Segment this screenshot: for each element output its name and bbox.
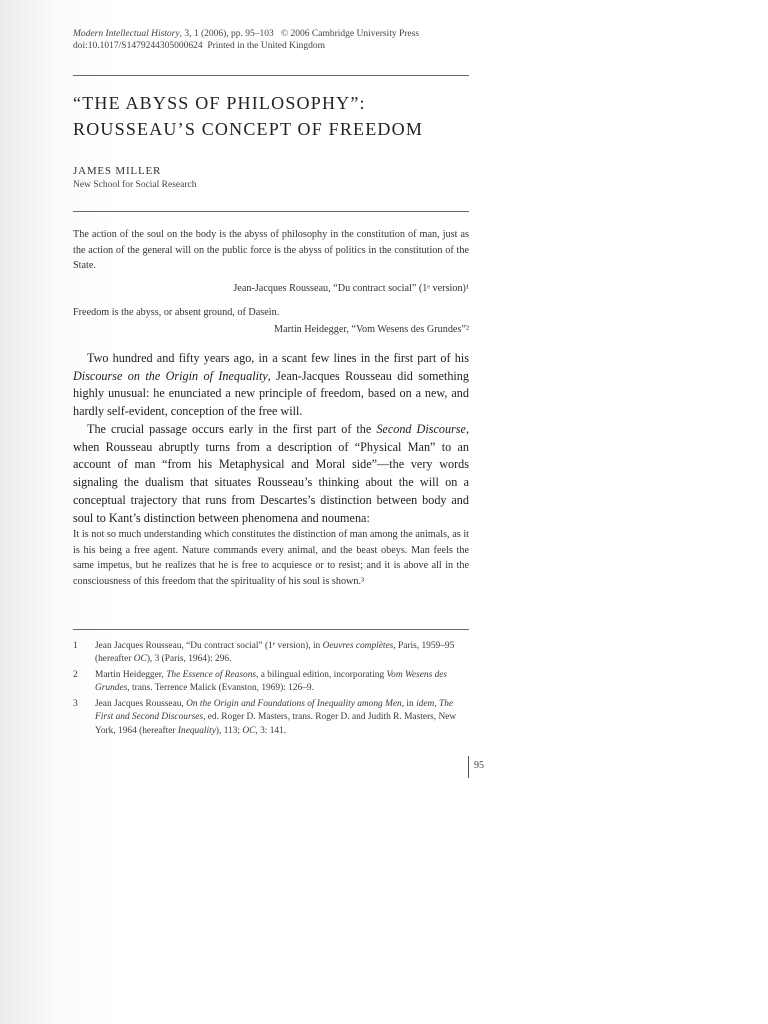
title-line-2: ROUSSEAU’S CONCEPT OF FREEDOM xyxy=(73,119,424,139)
fn3-italic-4: OC xyxy=(242,725,256,736)
body-paragraph-2 xyxy=(73,421,469,527)
article-title xyxy=(73,90,493,142)
footnote-3-number: 3 xyxy=(73,699,78,709)
doi: doi:10.1017/S1479244305000624 xyxy=(73,41,203,51)
fn2-italic-2: Vom Wesens des Grundes xyxy=(95,670,448,694)
fn3-c: , ed. Roger D. Masters, trans. Roger D. and Judith R. Masters, New York, 1964 (hereafter xyxy=(95,712,457,736)
copyright-notice: © 2006 Cambridge University Press xyxy=(280,29,420,39)
fn1-italic-2: OC xyxy=(133,654,147,665)
author-rule xyxy=(73,211,469,212)
footnote-2-text xyxy=(95,669,469,696)
fn3-a: Jean Jacques Rousseau, xyxy=(95,699,187,709)
footnote-3-text xyxy=(95,698,469,738)
p1-text-b: , Jean-Jacques Rousseau did something highly unusual: he enunciated a new principle of freedom, based on a new, and hardly self-evident, conception of the free will. xyxy=(73,368,469,419)
fn1-c: ), 3 (Paris, 1964): 296. xyxy=(146,654,232,665)
author-affiliation: New School for Social Research xyxy=(73,180,197,190)
p2-italic-title: Second Discourse xyxy=(376,422,466,436)
fn1-italic-1: Oeuvres complètes xyxy=(322,641,394,651)
fn1-b: , Paris, 1959–95 (hereafter xyxy=(95,641,455,665)
fn3-d: ), 113; xyxy=(215,725,243,736)
page-number: 95 xyxy=(474,760,484,771)
issue-pages: , 3, 1 (2006), pp. 95–103 xyxy=(179,29,274,39)
citation-line xyxy=(73,28,493,40)
footnote-2-number: 2 xyxy=(73,670,78,680)
footnote-1-number: 1 xyxy=(73,641,78,651)
fn2-a: Martin Heidegger, xyxy=(95,670,167,680)
epigraph-2-text: Freedom is the abyss, or absent ground, of Dasein. xyxy=(73,307,280,318)
doi-line xyxy=(73,40,493,52)
fn3-e: , 3: 141. xyxy=(255,725,287,736)
footnote-2 xyxy=(73,669,469,697)
body-paragraph-1 xyxy=(73,350,469,421)
printed-notice: Printed in the United Kingdom xyxy=(207,41,326,51)
p2-text-a: The crucial passage occurs early in the first part of the xyxy=(87,422,377,436)
p1-italic-title: Discourse on the Origin of Inequality xyxy=(73,368,268,383)
fn3-italic-1: On the Origin and Foundations of Inequality among Men xyxy=(186,699,402,709)
footnote-3 xyxy=(73,698,469,740)
fn2-b: , a bilingual edition, incorporating xyxy=(256,670,387,680)
title-line-1: “THE ABYSS OF PHILOSOPHY”: xyxy=(73,93,366,113)
epigraph-1-text: The action of the soul on the body is the abyss of philosophy in the constitution of man, just as the action of the general will on the public force is the abyss of politics in the constitution of the State. xyxy=(73,229,469,271)
fn2-italic-1: The Essence of Reasons xyxy=(166,670,257,680)
footnote-rule xyxy=(73,629,469,630)
fn3-italic-2: idem, The First and Second Discourses xyxy=(95,699,454,723)
header-rule xyxy=(73,75,469,76)
epigraph-1-attribution: Jean-Jacques Rousseau, “Du contract social” (1ᵉ version)¹ xyxy=(233,283,469,294)
page-number-bar xyxy=(468,756,469,778)
fn3-italic-3: Inequality xyxy=(177,725,216,736)
epigraph-2-attribution: Martin Heidegger, “Vom Wesens des Grundes”² xyxy=(274,324,469,335)
author-name: JAMES MILLER xyxy=(73,165,162,177)
p2-text-b: , when Rousseau abruptly turns from a description of “Physical Man” to an account of man “from his Metaphysical and Moral side”—the very words signaling the dualism that situates Rousseau’s thinking about the will on a conceptual trajectory that runs from Descartes’s distinction between body and soul to Kant’s distinction between phenomena and noumena: xyxy=(73,422,469,525)
p1-text-a: Two hundred and fifty years ago, in a scant few lines in the first part of his xyxy=(87,351,469,365)
block-quote: It is not so much understanding which constitutes the distinction of man among the animals, as it is his being a free agent. Nature commands every animal, and the beast obeys. Man feels the same impetus, but he realizes that he is free to acquiesce or to resist; and it is above all in the consciousness of this freedom that the spirituality of his soul is shown.³ xyxy=(73,529,469,587)
fn1-a: Jean Jacques Rousseau, “Du contract social” (1ᵉ version), in xyxy=(95,641,323,651)
footnote-1-text xyxy=(95,640,469,667)
footnote-1 xyxy=(73,640,469,668)
journal-title: Modern Intellectual History xyxy=(73,29,180,39)
fn2-c: , trans. Terrence Malick (Evanston, 1969): 126–9. xyxy=(127,683,314,694)
running-header xyxy=(73,28,493,52)
fn3-b: , in xyxy=(401,699,417,709)
